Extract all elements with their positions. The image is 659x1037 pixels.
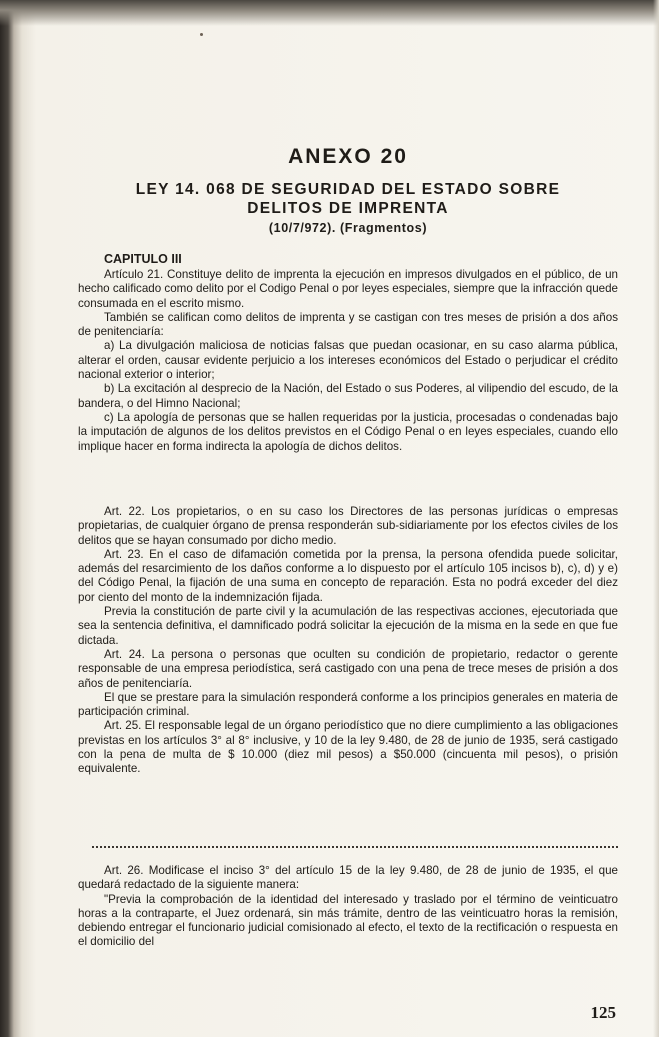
article-21-item-c: c) La apología de personas que se hallen requeridas por la justicia, procesadas o condenadas bajo la imputación de algunos de los delitos previstos en el Código Penal o en leyes especiales, cuando ello implique hacer en forma indirecta la apología de dichos delitos. — [78, 410, 618, 453]
article-26-quoted-text: "Previa la comprobación de la identidad del interesado y traslado por el término de veinticuatro horas a la contraparte, el Juez ordenará, sin más trámite, dentro de las veinticuatro horas la remisión, debiendo entregar el funcionario judicial comisionado al efecto, el texto de la rectificación o respuesta en el domicilio del — [78, 892, 618, 949]
article-25: Art. 25. El responsable legal de un órgano periodístico que no diere cumplimiento a las obligaciones previstas en los artículos 3° al 8° inclusive, y 10 de la ley 9.480, de 28 de junio de 1935, será castigado con la pena de multa de $ 10.000 (diez mil pesos) a $50.000 (cincuenta mil pesos), o prisión equivalente. — [78, 719, 618, 776]
article-21-second-paragraph: También se califican como delitos de imprenta y se castigan con tres meses de prisión a dos años de penitenciaría: — [78, 310, 618, 339]
article-23-second-paragraph: Previa la constitución de parte civil y la acumulación de las respectivas acciones, ejecutoriada que sea la sentencia definitiva, el damnificado podrá solicitar la ejecución de la misma en la sede en que fue dictada. — [78, 605, 618, 647]
law-title — [78, 180, 618, 218]
article-24: Art. 24. La persona o personas que oculten su condición de propietario, redactor o gerente responsable de una empresa periodística, será castigado con una pena de trece meses de prisión a dos años de penitenciaría. — [78, 647, 618, 690]
article-21-item-a: a) La divulgación maliciosa de noticias falsas que puedan ocasionar, en su caso alarma pública, alterar el orden, causar evidente perjuicio a los intereses económicos del Estado o perjudicar el crédito nacional exterior o interior; — [78, 339, 618, 382]
top-edge-shadow — [0, 0, 659, 26]
law-title-line-2: DELITOS DE IMPRENTA — [247, 200, 449, 217]
section-articles-22-25 — [78, 505, 618, 777]
article-23: Art. 23. En el caso de difamación cometida por la prensa, la persona ofendida puede solicitar, además del resarcimiento de los daños conforme a lo dispuesto por el artículo 105 incisos b), c), d) y e) del Código Penal, la fijación de una suma en concepto de reparación. Esta no podrá exceder del diez por ciento del monto de la indemnización fijada. — [78, 547, 618, 604]
chapter-heading: CAPITULO III — [104, 252, 182, 266]
article-24-second-paragraph: El que se prestare para la simulación responderá conforme a los principios generales en materia de participación criminal. — [78, 690, 618, 719]
law-date: (10/7/972). (Fragmentos) — [268, 221, 428, 235]
dotted-separator — [92, 846, 618, 848]
article-21-item-b: b) La excitación al desprecio de la Nación, del Estado o sus Poderes, al vilipendio del escudo, de la bandera, o del Himno Nacional; — [78, 382, 618, 410]
annex-title: ANEXO 20 — [288, 145, 408, 168]
article-26: Art. 26. Modificase el inciso 3° del artículo 15 de la ley 9.480, de 28 de junio de 1935, el que quedará redactado de la siguiente manera: — [78, 864, 618, 892]
section-article-26 — [78, 864, 618, 950]
article-21: Artículo 21. Constituye delito de imprenta la ejecución en impresos divulgados en el público, de un hecho calificado como delito por el Codigo Penal o por leyes especiales, siempre que la infracción quede consumada en el escrito mismo. — [78, 268, 618, 310]
article-22: Art. 22. Los propietarios, o en su caso los Directores de las personas jurídicas o empresas propietarias, de cualquier órgano de prensa responderán sub-sidiariamente por los efectos civiles de los delitos que se hayan consumado por dicho medio. — [78, 505, 618, 547]
page-number: 125 — [590, 1003, 616, 1022]
section-chapter-iii — [78, 268, 618, 454]
paper-speck — [200, 33, 203, 36]
law-title-line-1: LEY 14. 068 DE SEGURIDAD DEL ESTADO SOBRE — [135, 181, 561, 198]
right-edge-shadow — [653, 0, 659, 1037]
